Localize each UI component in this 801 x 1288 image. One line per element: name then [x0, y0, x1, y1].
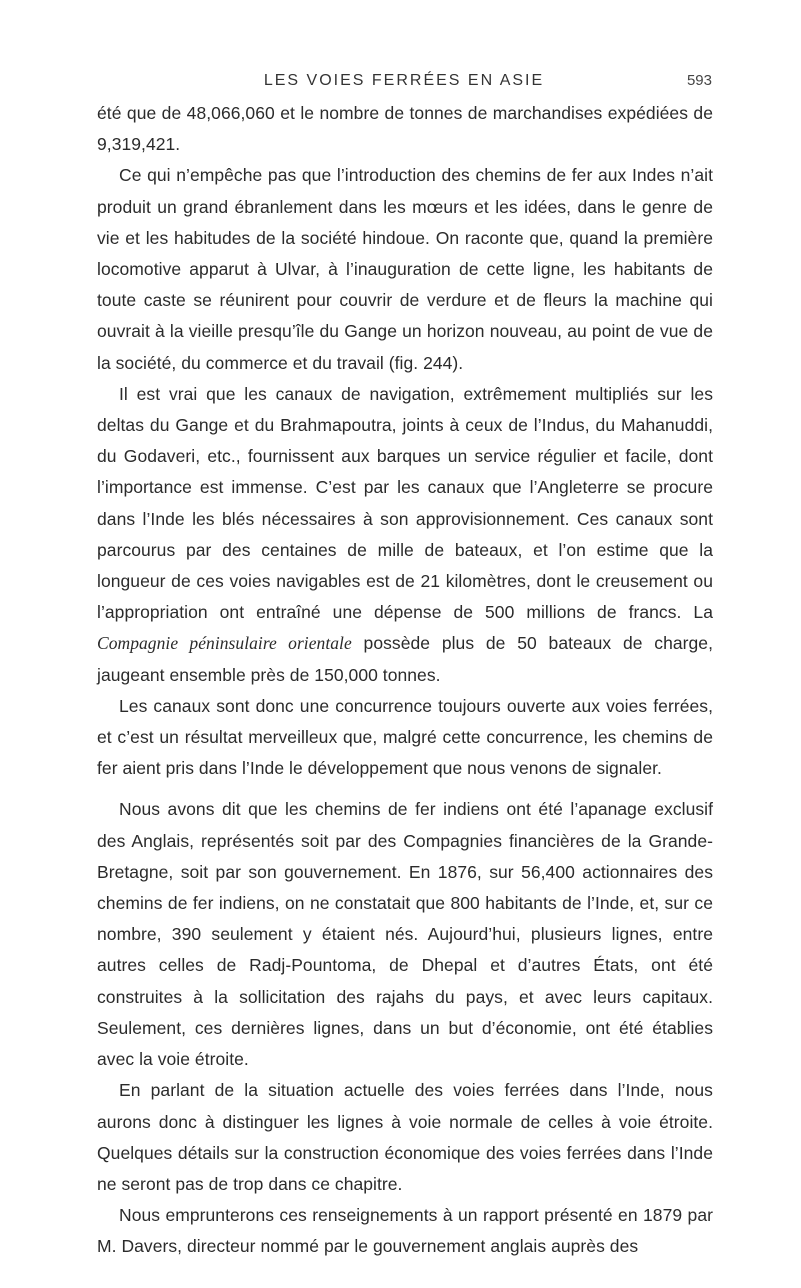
page-number: 593 [686, 72, 712, 89]
body-text [97, 98, 713, 1263]
paragraph-continuation: été que de 48,066,060 et le nombre de tonnes de marchandises expédiées de 9,319,421. [97, 103, 713, 155]
company-name: Compagnie péninsulaire orientale [97, 633, 352, 654]
paragraph-competition: Les canaux sont donc une concurrence toujours ouverte aux voies ferrées, et c’est un résultat merveilleux que, malgré cette concurrence, les chemins de fer aient pris dans l’Inde le développement que nous venons de signaler. [97, 695, 713, 779]
canals-text-start: Il est vrai que les canaux de navigation, extrêmement multipliés sur les deltas du Gange et du Brahmapoutra, joints à ceux de l’Indus, du Mahanuddi, du Godaveri, etc., fournissent aux barques un service régulier et facile, dont l’importance est immense. C’est par les canaux que l’Angleterre se procure dans l’Inde les blés nécessaires à son approvisionnement. Ces canaux sont parcourus par des centaines de mille de bateaux, et l’on estime que la longueur de ces voies navigables est de 21 kilomètres, dont le creusement ou l’appropriation ont entraîné une dépense de 500 millions de francs. La [97, 383, 713, 623]
canals-text-end: possède plus de 50 bateaux de charge, jaugeant ensemble près de 150,000 tonnes. [97, 633, 714, 685]
paragraph-report: Nous emprunterons ces renseignements à un rapport présenté en 1879 par M. Davers, directeur nommé par le gouvernement anglais auprès des [97, 1205, 713, 1257]
running-head [96, 72, 712, 94]
paragraph-shareholders: Nous avons dit que les chemins de fer indiens ont été l’apanage exclusif des Anglais, représentés soit par des Compagnies financières de la Grande-Bretagne, soit par son gouvernement. En 1876, sur 56,400 actionnaires des chemins de fer indiens, on ne constatait que 800 habitants de l’Inde, et, sur ce nombre, 390 seulement y étaient nés. Aujourd’hui, plusieurs lignes, entre autres celles de Radj-Pountoma, de Dhepal et d’autres États, ont été construites à la sollicitation des rajahs du pays, et avec leurs capitaux. Seulement, ces dernières lignes, dans un but d’économie, ont été établies avec la voie étroite. [97, 799, 713, 1070]
paragraph-locomotive: Ce qui n’empêche pas que l’introduction des chemins de fer aux Indes n’ait produit un grand ébranlement dans les mœurs et les idées, dans le genre de vie et les habitudes de la société hindoue. On raconte que, quand la première locomotive apparut à Ulvar, à l’inauguration de cette ligne, les habitants de toute caste se réunirent pour couvrir de verdure et de fleurs la machine qui ouvrait à la vieille presqu’île du Gange un horizon nouveau, au point de vue de la société, du commerce et du travail (fig. 244). [97, 165, 713, 373]
paragraph-canals [97, 379, 713, 691]
chapter-title: LES VOIES FERRÉES EN ASIE [263, 72, 545, 89]
paragraph-gauges: En parlant de la situation actuelle des voies ferrées dans l’Inde, nous aurons donc à distinguer les lignes à voie normale de celles à voie étroite. Quelques détails sur la construction économique des voies ferrées dans l’Inde ne seront pas de trop dans ce chapitre. [97, 1080, 713, 1194]
